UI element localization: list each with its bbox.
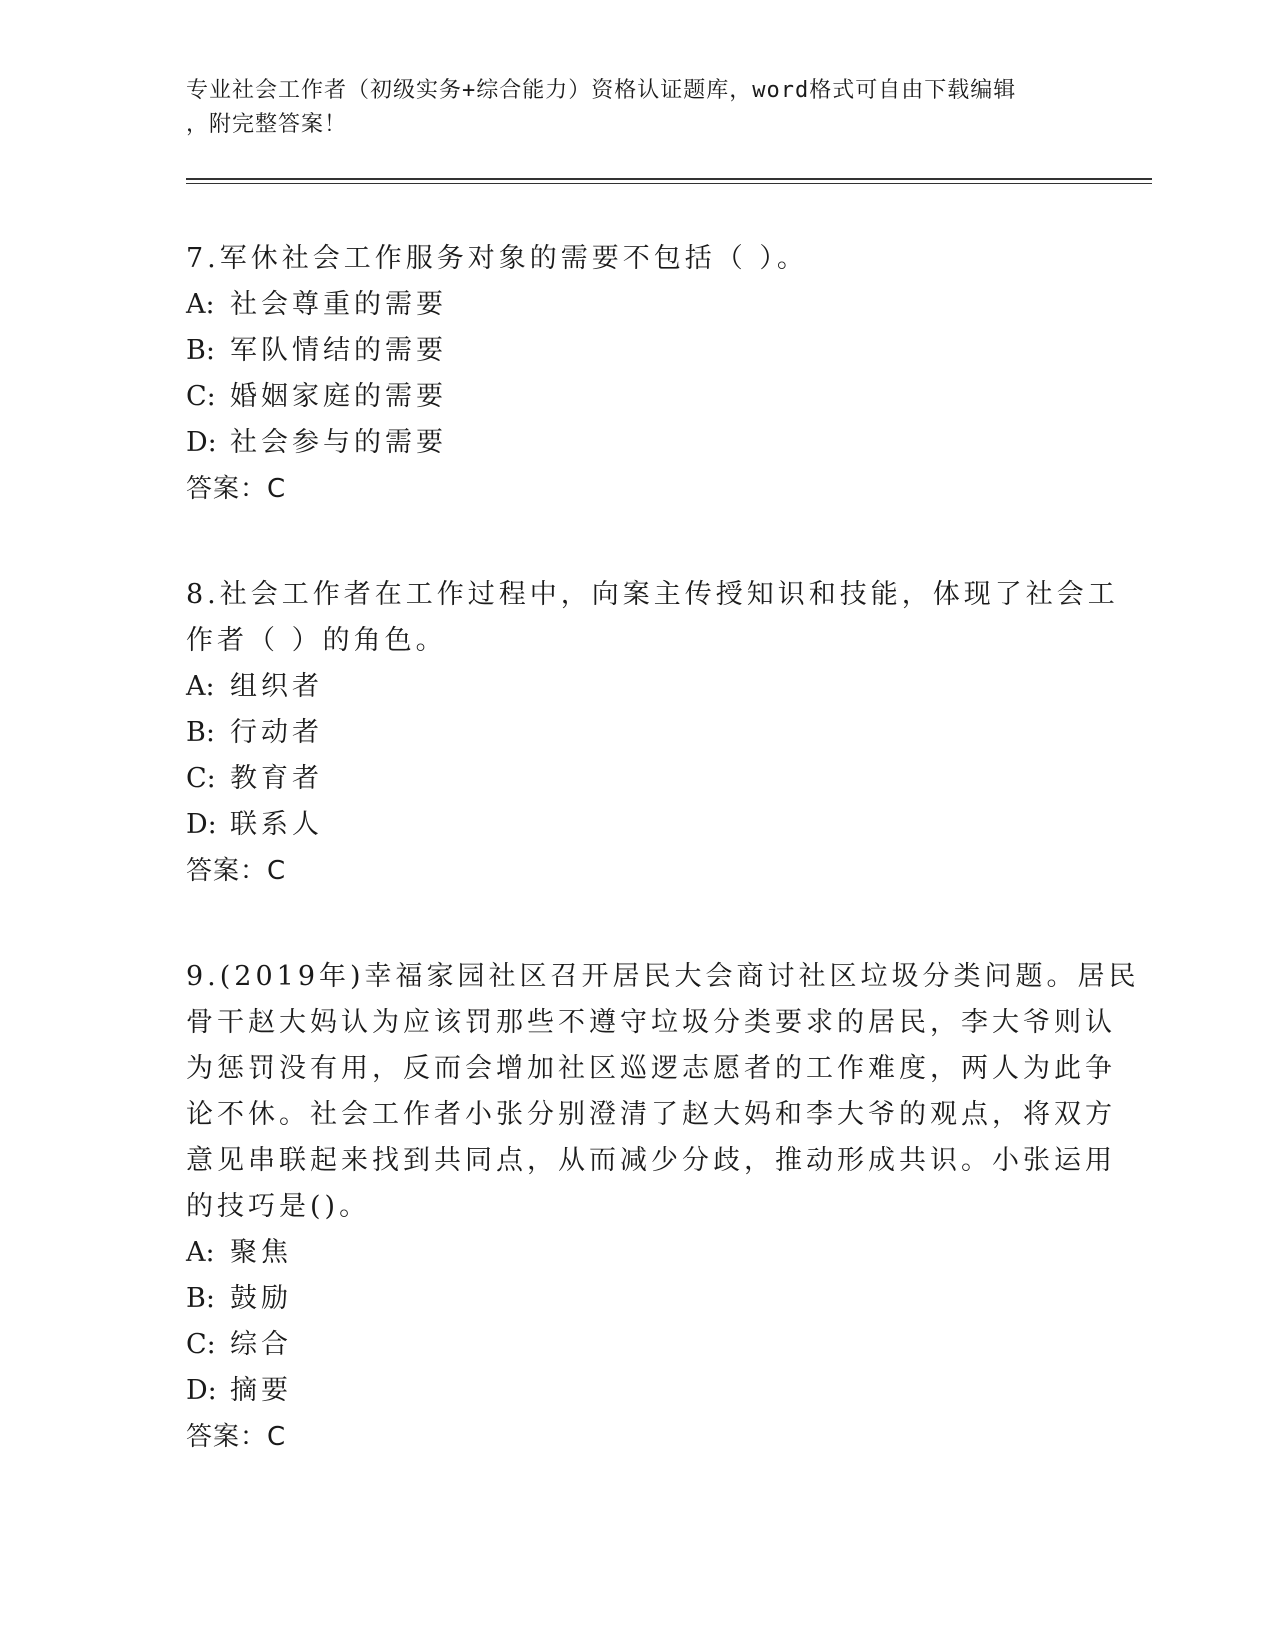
header-line: 专业社会工作者（初级实务+综合能力）资格认证题库，word格式可自由下载编辑 <box>186 78 1017 103</box>
option-letter: A: <box>186 289 215 320</box>
option-text: 教育者 <box>230 763 323 794</box>
question-stem: 的技巧是()。 <box>186 1191 371 1222</box>
option-text: 联系人 <box>230 809 323 840</box>
question-stem: 意见串联起来找到共同点，从而减少分歧，推动形成共识。小张运用 <box>186 1145 1116 1176</box>
option-letter: D: <box>186 809 217 840</box>
answer-label: 答案：C <box>186 856 287 886</box>
option-b <box>186 328 1066 374</box>
option-text: 聚焦 <box>230 1237 292 1268</box>
answer-label: 答案：C <box>186 474 287 504</box>
option-text: 社会尊重的需要 <box>230 289 447 320</box>
question-stem: 9.(2019年)幸福家园社区召开居民大会商讨社区垃圾分类问题。居民 <box>186 961 1140 992</box>
option-text: 组织者 <box>230 671 323 702</box>
option-c <box>186 1322 1066 1368</box>
option-letter: B: <box>186 1283 215 1314</box>
option-a <box>186 1230 1066 1276</box>
option-d <box>186 420 1066 466</box>
header-line: ，附完整答案！ <box>186 112 348 137</box>
header-divider-thick <box>186 178 1152 180</box>
question-8 <box>186 572 1119 894</box>
answer-label: 答案：C <box>186 1422 287 1452</box>
question-stem: 骨干赵大妈认为应该罚那些不遵守垃圾分类要求的居民，李大爷则认 <box>186 1007 1116 1038</box>
option-a <box>186 282 1066 328</box>
question-stem: 作者（ ）的角色。 <box>186 625 447 656</box>
question-7 <box>186 236 1066 512</box>
option-text: 行动者 <box>230 717 323 748</box>
option-c <box>186 756 1066 802</box>
option-letter: C: <box>186 763 216 794</box>
document-header <box>186 74 1086 142</box>
option-letter: D: <box>186 1375 217 1406</box>
question-stem: 论不休。社会工作者小张分别澄清了赵大妈和李大爷的观点，将双方 <box>186 1099 1116 1130</box>
option-b <box>186 710 1066 756</box>
question-stem: 为惩罚没有用，反而会增加社区巡逻志愿者的工作难度，两人为此争 <box>186 1053 1116 1084</box>
option-text: 综合 <box>230 1329 292 1360</box>
option-text: 社会参与的需要 <box>230 427 447 458</box>
option-d <box>186 1368 1066 1414</box>
option-text: 婚姻家庭的需要 <box>230 381 447 412</box>
option-text: 摘要 <box>230 1375 292 1406</box>
option-letter: C: <box>186 1329 216 1360</box>
option-letter: B: <box>186 335 215 366</box>
option-a <box>186 664 1066 710</box>
option-letter: A: <box>186 1237 215 1268</box>
question-list <box>186 236 1140 1520</box>
option-letter: B: <box>186 717 215 748</box>
question-stem: 8.社会工作者在工作过程中，向案主传授知识和技能，体现了社会工 <box>186 579 1119 610</box>
question-9 <box>186 954 1140 1460</box>
option-letter: A: <box>186 671 215 702</box>
option-b <box>186 1276 1066 1322</box>
option-d <box>186 802 1066 848</box>
question-stem: 7.军休社会工作服务对象的需要不包括（ ）。 <box>186 243 808 274</box>
option-c <box>186 374 1066 420</box>
header-divider-thin <box>186 183 1152 184</box>
option-text: 鼓励 <box>230 1283 292 1314</box>
option-letter: C: <box>186 381 216 412</box>
option-text: 军队情结的需要 <box>230 335 447 366</box>
option-letter: D: <box>186 427 217 458</box>
